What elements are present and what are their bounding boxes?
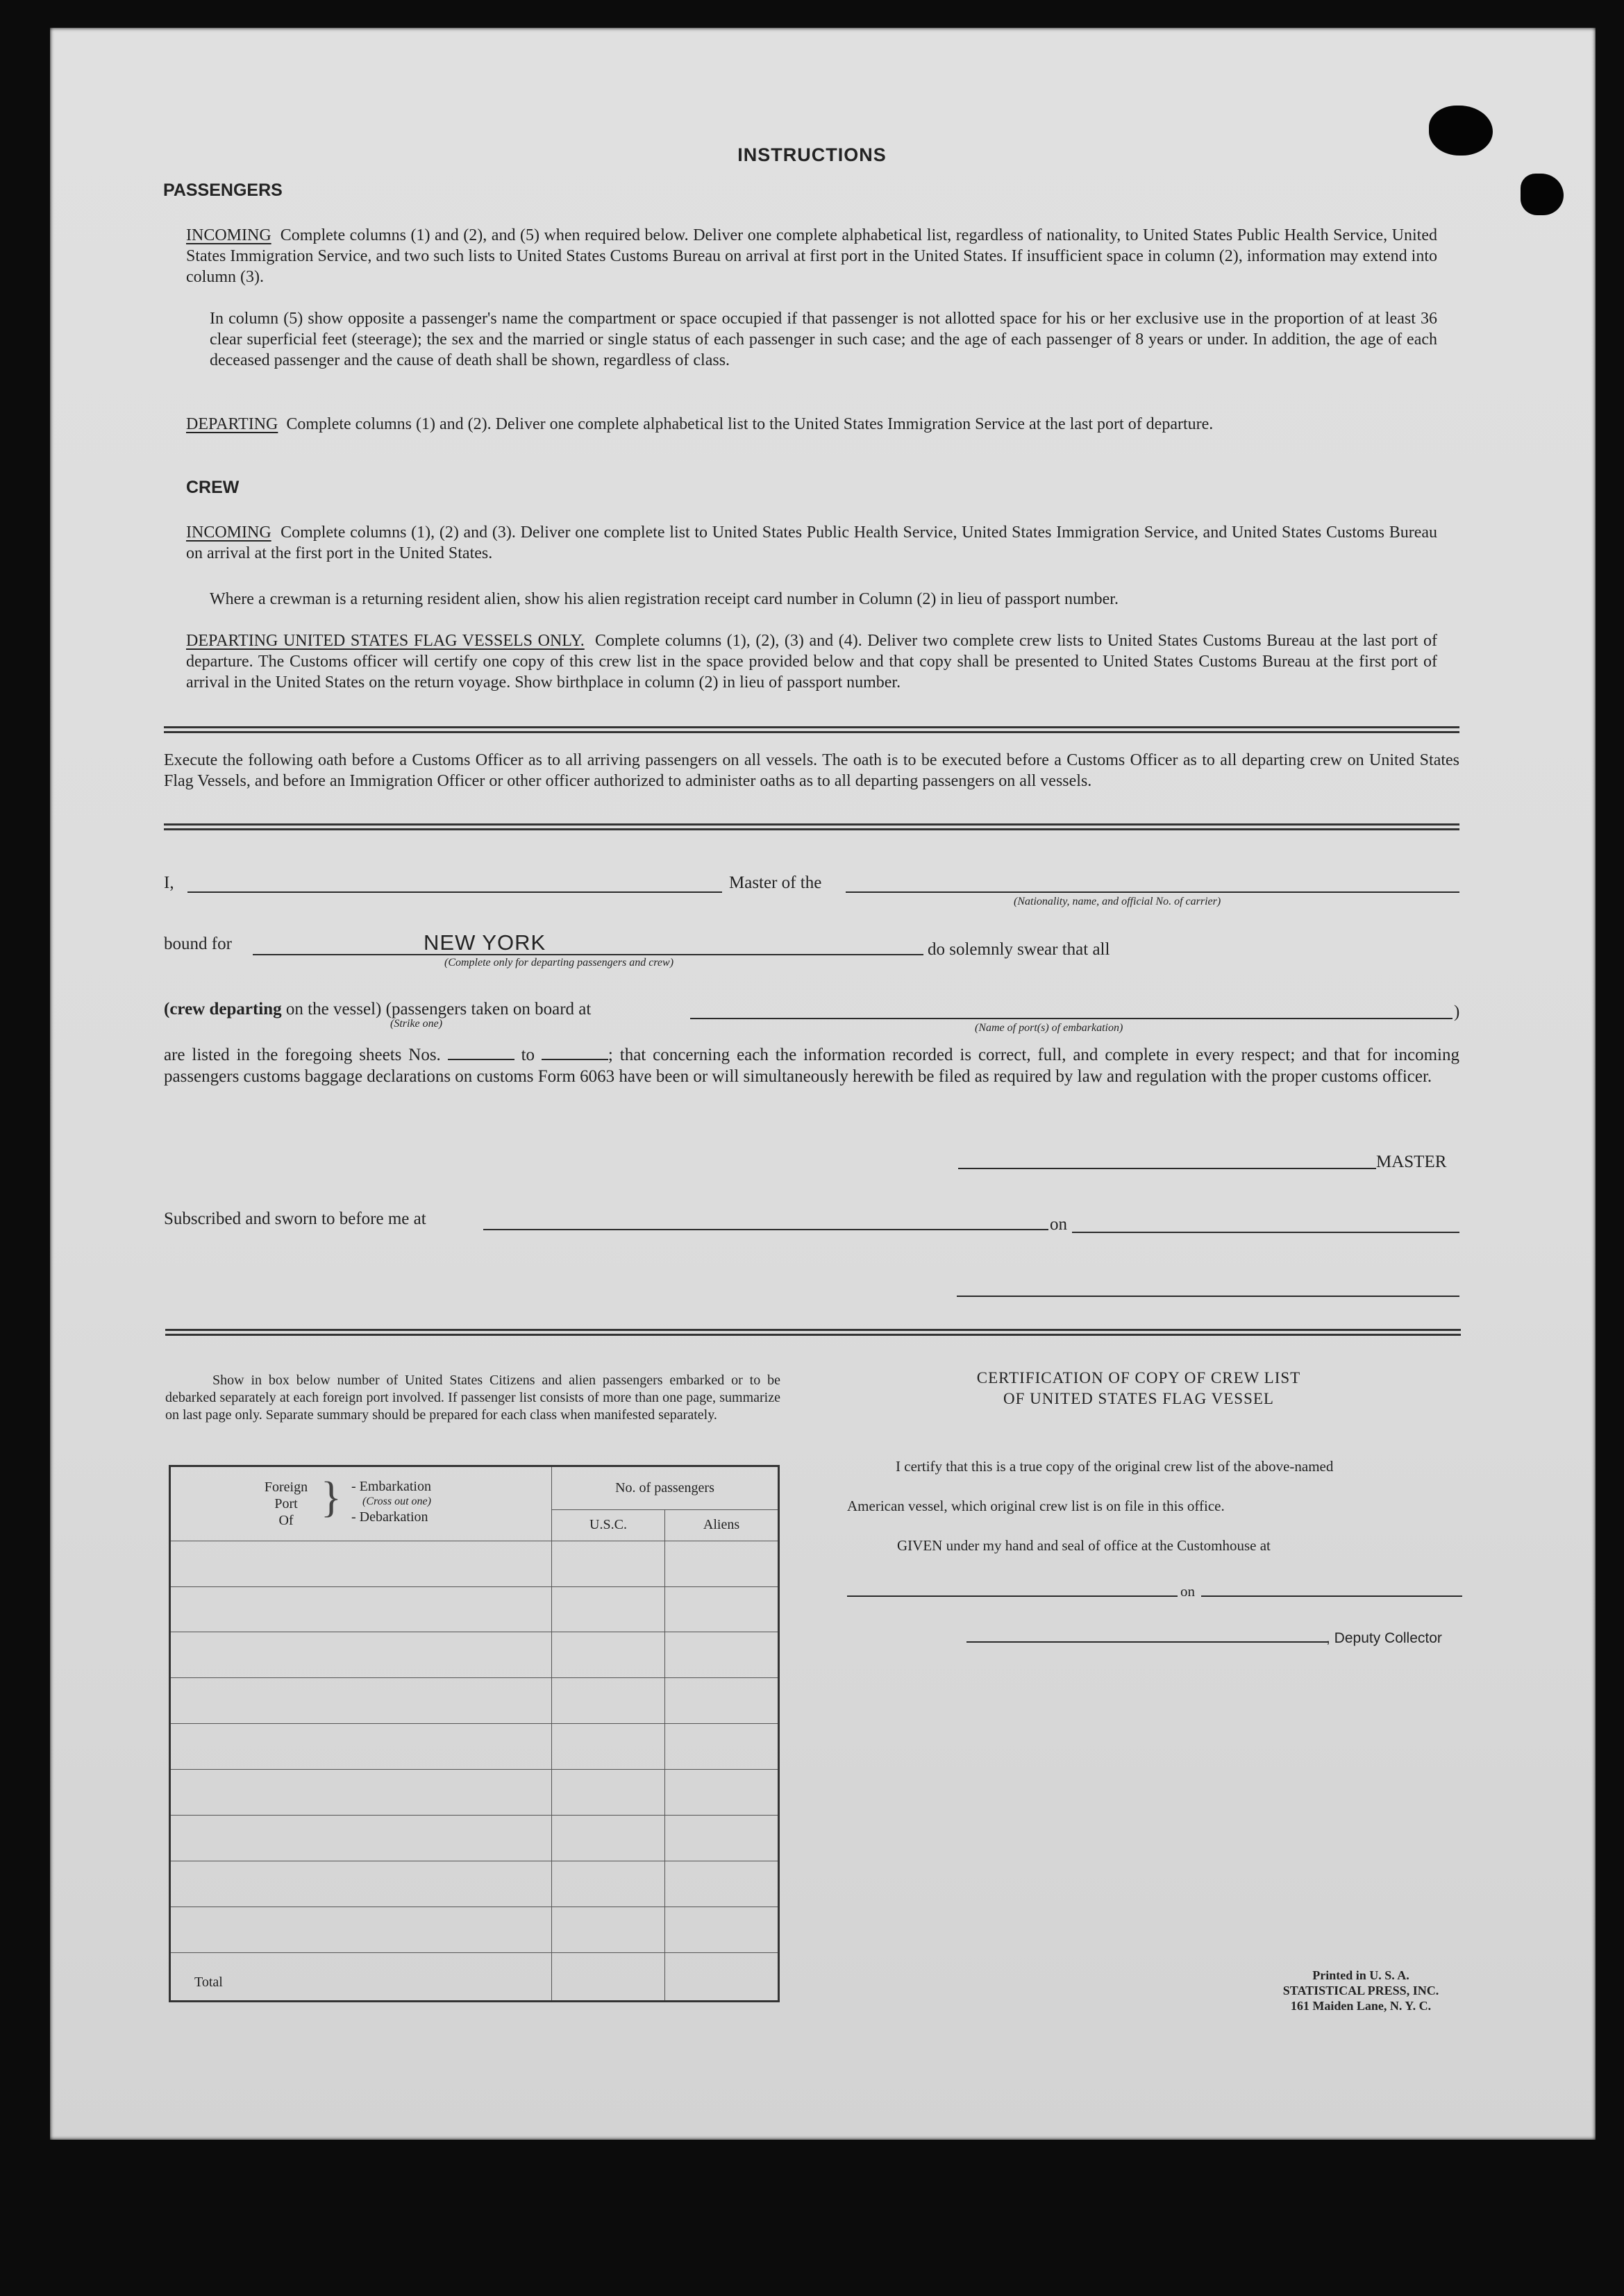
column5-paragraph — [210, 308, 1437, 371]
given-text: GIVEN under my hand and seal of office at the Customhouse at — [897, 1537, 1271, 1554]
foreign-port-header — [170, 1466, 552, 1541]
crew-departing-label: DEPARTING UNITED STATES FLAG VESSELS ONLY. — [186, 632, 585, 650]
port-label: Port — [274, 1495, 298, 1511]
customhouse-field[interactable] — [847, 1595, 1178, 1597]
bound-for-label: bound for — [164, 935, 232, 953]
master-of-label: Master of the — [729, 873, 822, 892]
usc-cell[interactable] — [551, 1907, 664, 1952]
usc-cell[interactable] — [551, 1724, 664, 1770]
listed-to: to — [521, 1046, 535, 1064]
crew-passengers-line — [164, 1000, 591, 1019]
passengers-incoming-paragraph — [186, 225, 1437, 287]
port-cell[interactable] — [170, 1541, 552, 1586]
table-row — [170, 1770, 779, 1816]
embarkation-port-field[interactable] — [690, 1018, 1453, 1019]
sworn-on-label: on — [1050, 1215, 1067, 1234]
certification-heading — [916, 1368, 1361, 1409]
bound-for-field[interactable] — [253, 954, 923, 955]
on-vessel-text: on the vessel) — [285, 1000, 382, 1019]
no-of-passengers-header: No. of passengers — [551, 1466, 778, 1510]
of-label: Of — [278, 1512, 294, 1528]
master-label: MASTER — [1376, 1153, 1447, 1171]
usc-cell[interactable] — [551, 1770, 664, 1816]
usc-total-cell[interactable] — [551, 1952, 664, 2001]
table-row — [170, 1678, 779, 1724]
section-divider — [164, 823, 1459, 830]
ink-spot — [1521, 174, 1564, 215]
port-cell[interactable] — [170, 1861, 552, 1907]
sheet-from-field[interactable] — [448, 1059, 514, 1060]
foreign-port-label — [251, 1479, 321, 1529]
aliens-cell[interactable] — [665, 1770, 779, 1816]
passengers-incoming-text: Complete columns (1) and (2), and (5) when required below. Deliver one complete alphabetical list, regardless of nationality, to United States Public Health Service, United States Immigration Service, and two such lists to United States Customs Bureau on arrival at first port in the United States. If insufficient space in column (2), information may extend into column (3). — [186, 226, 1438, 286]
aliens-header: Aliens — [665, 1509, 779, 1541]
aliens-cell[interactable] — [665, 1724, 779, 1770]
bound-for-value[interactable]: NEW YORK — [424, 930, 546, 955]
port-cell[interactable] — [170, 1815, 552, 1861]
oath-i-label: I, — [164, 873, 174, 892]
listed-text-a: are listed in the foregoing sheets Nos. — [164, 1046, 441, 1064]
brace-icon: } — [321, 1473, 342, 1521]
foreign-label: Foreign — [264, 1479, 308, 1495]
aliens-cell[interactable] — [665, 1678, 779, 1724]
usc-cell[interactable] — [551, 1861, 664, 1907]
debarkation-label: - Debarkation — [351, 1509, 428, 1525]
port-cell[interactable] — [170, 1586, 552, 1632]
master-name-field[interactable] — [187, 891, 722, 893]
passenger-summary-table — [169, 1465, 780, 2002]
aliens-cell[interactable] — [665, 1907, 779, 1952]
table-row — [170, 1541, 779, 1586]
aliens-cell[interactable] — [665, 1541, 779, 1586]
sworn-place-field[interactable] — [483, 1229, 1048, 1230]
port-cell[interactable] — [170, 1907, 552, 1952]
crew-departing-paragraph — [186, 630, 1437, 693]
table-header-row — [170, 1466, 779, 1510]
total-label-cell — [170, 1952, 552, 2001]
certification-heading-line1: CERTIFICATION OF COPY OF CREW LIST — [976, 1369, 1301, 1386]
bound-caption: (Complete only for departing passengers and crew) — [444, 957, 674, 969]
printer-imprint — [1236, 1968, 1486, 2013]
close-paren: ) — [1454, 1003, 1460, 1021]
column5-text: In column (5) show opposite a passenger's name the compartment or space occupied if that passenger is not allotted space for his or her exclusive use in the proportion of at least 36 clear superficial feet (steerage); the sex and the married or single status of each passenger in such case; and the age of each passenger of 8 years or under. In addition, the age of each deceased passenger and the cause of death shall be shown, regardless of class. — [210, 310, 1437, 369]
carrier-caption: (Nationality, name, and official No. of carrier) — [1014, 896, 1221, 907]
aliens-cell[interactable] — [665, 1815, 779, 1861]
port-cell[interactable] — [170, 1678, 552, 1724]
summary-instruction: Show in box below number of United States Citizens and alien passengers embarked or to be debarked separately at each foreign port involved. If passenger list consists of more than one page, summarize on last page only. Separate summary should be prepared for each class when manifested separately. — [165, 1373, 780, 1423]
port-cell[interactable] — [170, 1724, 552, 1770]
embark-caption: (Name of port(s) of embarkation) — [975, 1022, 1123, 1034]
officer-signature-field[interactable] — [957, 1296, 1459, 1297]
certification-date-field[interactable] — [1201, 1595, 1462, 1597]
table-row — [170, 1861, 779, 1907]
aliens-cell[interactable] — [665, 1632, 779, 1678]
total-row — [170, 1952, 779, 2001]
port-cell[interactable] — [170, 1632, 552, 1678]
crew-incoming-text: Complete columns (1), (2) and (3). Deliver one complete list to United States Public Health Service, United States Immigration Service, and United States Customs Bureau on arrival at the first port in the United States. — [186, 523, 1438, 562]
passengers-departing-paragraph — [186, 414, 1437, 435]
cross-out-label: (Cross out one) — [362, 1495, 431, 1507]
section-divider — [164, 726, 1459, 733]
usc-cell[interactable] — [551, 1678, 664, 1724]
table-row — [170, 1815, 779, 1861]
certification-heading-line2: OF UNITED STATES FLAG VESSEL — [1003, 1390, 1274, 1407]
usc-cell[interactable] — [551, 1586, 664, 1632]
usc-header: U.S.C. — [551, 1509, 664, 1541]
certification-on-label: on — [1180, 1583, 1195, 1600]
passengers-departing-text: Complete columns (1) and (2). Deliver one complete alphabetical list to the United States Immigration Service at the last port of departure. — [286, 415, 1214, 433]
passengers-taken-option: (passengers taken on board at — [385, 1000, 592, 1019]
passengers-incoming-label: INCOMING — [186, 226, 271, 244]
crew-incoming-paragraph — [186, 522, 1437, 564]
usc-cell[interactable] — [551, 1815, 664, 1861]
usc-cell[interactable] — [551, 1632, 664, 1678]
table-row — [170, 1724, 779, 1770]
crew-resident-paragraph — [210, 589, 1437, 610]
sworn-date-field[interactable] — [1072, 1232, 1459, 1233]
certify-line1: I certify that this is a true copy of the original crew list of the above-named — [896, 1458, 1334, 1475]
crew-incoming-label: INCOMING — [186, 523, 271, 542]
oath-instruction: Execute the following oath before a Customs Officer as to all arriving passengers on all vessels. The oath is to be executed before a Customs Officer as to all departing crew on United States Flag Vessels, and before an Immigration Officer or other officer authorized to administer oaths as to all departing passengers on all vessels. — [164, 751, 1459, 790]
passengers-departing-label: DEPARTING — [186, 415, 278, 433]
crew-resident-text: Where a crewman is a returning resident alien, show his alien registration receipt card number in Column (2) in lieu of passport number. — [210, 590, 1119, 608]
aliens-total-cell[interactable] — [665, 1952, 779, 2001]
aliens-cell[interactable] — [665, 1586, 779, 1632]
table-row — [170, 1632, 779, 1678]
table-row — [170, 1586, 779, 1632]
carrier-field[interactable] — [846, 891, 1459, 893]
deputy-collector-field[interactable] — [966, 1641, 1328, 1643]
section-divider — [165, 1329, 1461, 1336]
imprint-line3: 161 Maiden Lane, N. Y. C. — [1290, 1999, 1432, 2013]
deputy-collector-label: , Deputy Collector — [1326, 1630, 1442, 1646]
sheet-to-field[interactable] — [542, 1059, 608, 1060]
strike-caption: (Strike one) — [390, 1018, 443, 1030]
listed-text-b: ; that concerning each the information recorded is correct, full, and complete in every respect; and that for incoming passengers customs baggage declarations on customs Form 6063 have been or will simultaneously herewith be filed as required by law and regulation with the proper customs officer. — [164, 1046, 1459, 1086]
listed-paragraph — [164, 1044, 1459, 1087]
certify-line2: American vessel, which original crew list is on file in this office. — [847, 1498, 1225, 1514]
crew-departing-option: (crew departing — [164, 1000, 282, 1019]
passengers-heading: PASSENGERS — [163, 181, 283, 200]
crew-heading: CREW — [186, 478, 240, 497]
swear-text: do solemnly swear that all — [928, 940, 1110, 959]
crew-departing-text: Complete columns (1), (2), (3) and (4). Deliver two complete crew lists to United States Customs Bureau at the last port of departure. The Customs officer will certify one copy of this crew list in the space provided below and that copy shall be presented to United States Customs Bureau at the first port of arrival in the United States on the return voyage. Show birthplace in column (2) in lieu of passport number. — [186, 632, 1437, 692]
total-label: Total — [194, 1975, 223, 1990]
master-signature-field[interactable] — [958, 1168, 1376, 1169]
table-row — [170, 1907, 779, 1952]
subscribed-label: Subscribed and sworn to before me at — [164, 1209, 426, 1228]
imprint-line2: STATISTICAL PRESS, INC. — [1282, 1984, 1439, 1997]
embarkation-label: - Embarkation — [351, 1478, 431, 1494]
page-title: INSTRUCTIONS — [737, 144, 887, 165]
usc-cell[interactable] — [551, 1541, 664, 1586]
aliens-cell[interactable] — [665, 1861, 779, 1907]
imprint-line1: Printed in U. S. A. — [1312, 1968, 1409, 1982]
port-cell[interactable] — [170, 1770, 552, 1816]
